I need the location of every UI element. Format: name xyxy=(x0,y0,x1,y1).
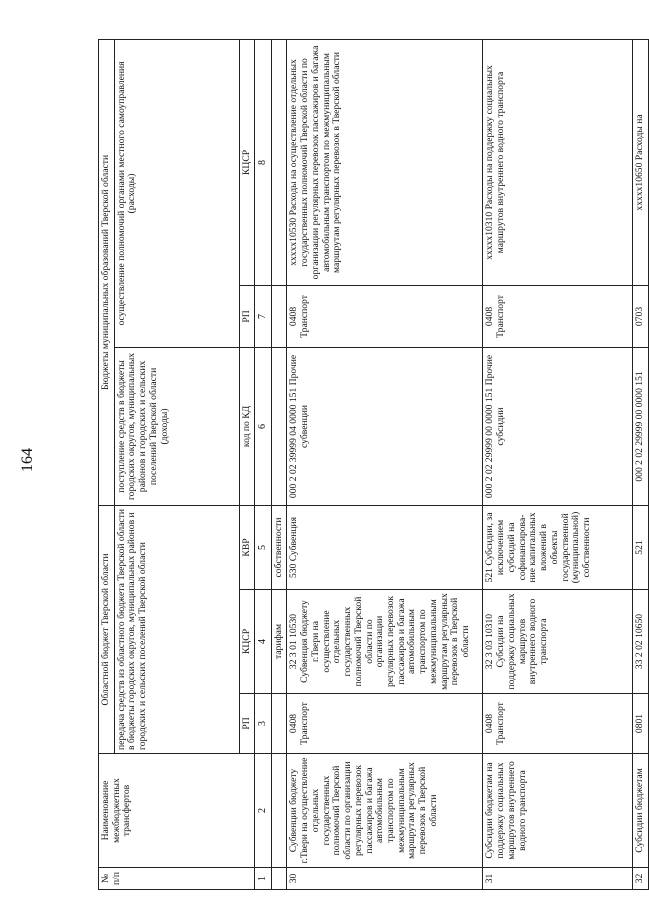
row-name: Субсидии бюджетам xyxy=(633,754,649,868)
header-municipal-budgets: Бюджеты муниципальных образований Тверской области xyxy=(99,39,115,505)
row-kcsr-municipal: xxxxx10310 Расходы на поддержку социальных маршрутов внутреннего водного транспорта xyxy=(483,39,633,285)
row-kcsr-municipal: xxxxx10530 Расходы на осуществление отдельных государственных полномочий Тверской области по организации регулярных перевозок пассажиров и багажа автомобильным транспортом по межмуниципальным маршрутам регулярных перевозок в Тверской области xyxy=(287,39,483,285)
header-row-1 xyxy=(99,39,115,889)
row-rp: 0801 xyxy=(633,694,649,754)
page-number: 164 xyxy=(19,448,36,472)
row-kvr: 530 Субвенция xyxy=(287,505,483,589)
row-rp-municipal: 0408 Транспорт xyxy=(483,285,633,347)
index-cell: 3 xyxy=(255,694,271,754)
row-kcsr-municipal: xxxxx10650 Расходы на xyxy=(633,39,649,285)
header-kvr: КВР xyxy=(239,505,255,589)
row-no xyxy=(271,868,287,890)
row-kcsr: 33 2 02 10650 xyxy=(633,590,649,694)
row-name: Субвенции бюджету г.Твери на осуществление отдельных государственных полномочий Тверской области по организации регулярных перевозок пассажиров и багажа автомобильным транспортом по межмуниципальным маршрутам регулярных перевозок в Тверской области xyxy=(287,754,483,868)
index-cell: 7 xyxy=(255,285,271,347)
header-kcsr: КЦСР xyxy=(239,590,255,694)
header-oblast-budget: Областной бюджет Тверской области xyxy=(99,505,115,753)
row-rp-municipal: 0408 Транспорт xyxy=(287,285,483,347)
row-kd: 000 2 02 39999 04 0000 151 Прочие субвенции xyxy=(287,347,483,505)
rotated-table-container xyxy=(98,40,646,890)
header-index-row xyxy=(255,39,271,889)
row-no: 30 xyxy=(287,868,483,890)
index-cell: 5 xyxy=(255,505,271,589)
index-cell: 1 xyxy=(255,868,271,890)
index-cell: 2 xyxy=(255,754,271,868)
header-rp: РП xyxy=(239,694,255,754)
header-rp-municipal: РП xyxy=(239,285,255,347)
row-rp xyxy=(271,694,287,754)
row-rp-municipal xyxy=(271,285,287,347)
header-municipal-expenses: осуществление полномочий органами местного самоуправления (расходы) xyxy=(114,39,239,347)
row-no: 31 xyxy=(483,868,633,890)
row-kvr: 521 xyxy=(633,505,649,589)
table-row xyxy=(287,39,483,889)
header-kd: код по КД xyxy=(239,347,255,505)
row-name xyxy=(271,754,287,868)
index-cell: 4 xyxy=(255,590,271,694)
row-kvr: 521 Субсидии, за исключением субсидий на софинансирова-ние капитальных вложений в объекты государственной (муниципальной) собственности xyxy=(483,505,633,589)
header-name: Наименование межбюджетных трансфертов xyxy=(99,754,255,868)
row-kd: 000 2 02 29999 00 0000 151 xyxy=(633,347,649,505)
row-no: 32 xyxy=(633,868,649,890)
index-cell: 6 xyxy=(255,347,271,505)
header-oblast-transfer-desc: передача средств из областного бюджета Тверской области в бюджеты городских округов, муниципальных районов и городских и сельских поселений Тверской области xyxy=(114,505,239,753)
header-municipal-income: поступление средств в бюджеты городских округов, муниципальных районов и городских и сельских поселений Тверской области (доходы) xyxy=(114,347,239,505)
row-kd xyxy=(271,347,287,505)
row-kvr: собственности xyxy=(271,505,287,589)
row-kcsr: тарифам xyxy=(271,590,287,694)
table-row xyxy=(633,39,649,889)
row-kcsr: 32 3 03 10310 Субсидии на поддержку социальных маршрутов внутреннего водного транспорта xyxy=(483,590,633,694)
row-rp-municipal: 0703 xyxy=(633,285,649,347)
row-kcsr-municipal xyxy=(271,39,287,285)
header-no: № п/п xyxy=(99,868,255,890)
index-cell: 8 xyxy=(255,39,271,285)
row-kcsr: 32 3 01 10530 Субвенция бюджету г.Твери на осуществление отдельных государственных полномочий Тверской области по организации регулярных перевозок пассажиров и багажа автомобильным транспортом по межмуниципальным маршрутам регулярных перевозок в Тверской области xyxy=(287,590,483,694)
table-row xyxy=(271,39,287,889)
header-kcsr-municipal: КЦСР xyxy=(239,39,255,285)
row-rp: 0408 Транспорт xyxy=(287,694,483,754)
table-row xyxy=(483,39,633,889)
row-name: Субсидии бюджетам на поддержку социальных маршрутов внутреннего водного транспорта xyxy=(483,754,633,868)
row-rp: 0408 Транспорт xyxy=(483,694,633,754)
transfers-table xyxy=(98,39,649,890)
row-kd: 000 2 02 29999 00 0000 151 Прочие субсидии xyxy=(483,347,633,505)
